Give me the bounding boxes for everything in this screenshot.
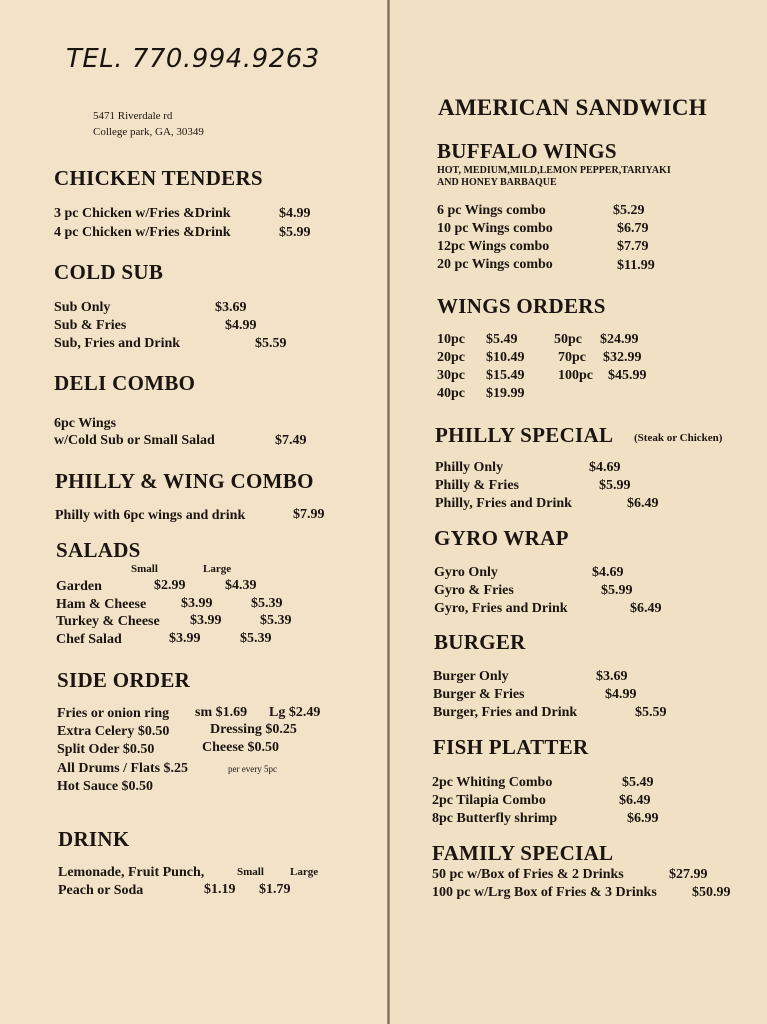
menu-item: All Drums / Flats $.25 xyxy=(57,761,189,776)
menu-item-name: Ham & Cheese xyxy=(56,597,147,612)
menu-item-name: Philly, Fries and Drink xyxy=(435,496,572,511)
menu-item-price-small: $2.99 xyxy=(154,578,186,593)
section-title-side-order: SIDE ORDER xyxy=(57,668,191,692)
section-title-deli-combo: DELI COMBO xyxy=(54,371,196,395)
wings-price: $45.99 xyxy=(608,368,647,383)
wings-count: 40pc xyxy=(437,386,465,401)
wings-count: 70pc xyxy=(558,350,586,365)
menu-item-price-large: $4.39 xyxy=(225,578,257,593)
menu-item-price: $5.99 xyxy=(279,225,311,240)
menu-item-price-small: $3.99 xyxy=(169,631,201,646)
menu-item-price: $3.69 xyxy=(596,669,628,684)
menu-item-price: $4.99 xyxy=(225,318,257,333)
menu-item-name: Turkey & Cheese xyxy=(56,614,160,629)
menu-item-name: Gyro Only xyxy=(434,565,498,580)
wings-price: $5.49 xyxy=(486,332,518,347)
menu-item-name: Philly with 6pc wings and drink xyxy=(55,508,246,523)
menu-item-price: $6.49 xyxy=(627,496,659,511)
menu-item-price: $11.99 xyxy=(617,258,655,273)
column-header-large: Large xyxy=(290,866,319,878)
wings-count: 20pc xyxy=(437,350,465,365)
menu-item-name: Burger & Fries xyxy=(433,687,525,702)
menu-item: Hot Sauce $0.50 xyxy=(57,779,154,794)
menu-item-price: $6.99 xyxy=(627,811,659,826)
menu-item-name: Lemonade, Fruit Punch, xyxy=(58,865,205,880)
flavor-list: HOT, MEDIUM,MILD,LEMON PEPPER,TARIYAKI xyxy=(437,165,671,176)
menu-item: Split Oder $0.50 xyxy=(57,742,155,757)
menu-item-name: Sub & Fries xyxy=(54,318,127,333)
wings-price: $32.99 xyxy=(603,350,642,365)
section-title-wings-orders: WINGS ORDERS xyxy=(437,294,606,318)
phone-number: TEL. 770.994.9263 xyxy=(66,44,320,74)
menu-item-name: Garden xyxy=(56,579,102,594)
wings-count: 10pc xyxy=(437,332,465,347)
menu-item: Extra Celery $0.50 xyxy=(57,724,170,739)
menu-item-price: $3.69 xyxy=(215,300,247,315)
menu-item-name: 3 pc Chicken w/Fries &Drink xyxy=(54,206,231,221)
section-title-cold-sub: COLD SUB xyxy=(54,260,164,284)
menu-item-name: Peach or Soda xyxy=(58,883,144,898)
menu-item-name: 10 pc Wings combo xyxy=(437,221,553,236)
wings-price: $10.49 xyxy=(486,350,525,365)
wings-price: $24.99 xyxy=(600,332,639,347)
menu-item-price: $50.99 xyxy=(692,885,731,900)
menu-item-name: Philly Only xyxy=(435,460,504,475)
menu-item-price: $7.99 xyxy=(293,507,325,522)
menu-item-price: $5.99 xyxy=(601,583,633,598)
section-title-philly-wing-combo: PHILLY & WING COMBO xyxy=(55,469,314,493)
address-line-1: 5471 Riverdale rd xyxy=(93,110,173,122)
menu-item-price: $5.59 xyxy=(635,705,667,720)
menu-item-price: $6.49 xyxy=(619,793,651,808)
wings-price: $19.99 xyxy=(486,386,525,401)
menu-item-price: $5.99 xyxy=(599,478,631,493)
menu-item-name: Gyro & Fries xyxy=(434,583,514,598)
menu-item-price-large: $5.39 xyxy=(251,596,283,611)
wings-count: 100pc xyxy=(558,368,593,383)
menu-item-name: Burger, Fries and Drink xyxy=(433,705,578,720)
menu-item-name: 6pc Wings xyxy=(54,416,117,431)
address-line-2: College park, GA, 30349 xyxy=(93,126,204,138)
menu-item-name: w/Cold Sub or Small Salad xyxy=(54,433,215,448)
menu-item-name: 20 pc Wings combo xyxy=(437,257,553,272)
section-title-salads: SALADS xyxy=(56,538,141,562)
menu-item-name: Sub, Fries and Drink xyxy=(54,336,181,351)
menu-item-name: 50 pc w/Box of Fries & 2 Drinks xyxy=(432,867,624,882)
section-title-burger: BURGER xyxy=(434,630,526,654)
column-header-small: Small xyxy=(237,866,264,878)
menu-item-price: $7.49 xyxy=(275,433,307,448)
menu-item-price-small: $3.99 xyxy=(190,613,222,628)
menu-item-name: Chef Salad xyxy=(56,632,122,647)
menu-item: Dressing $0.25 xyxy=(210,722,297,737)
menu-item-price: $5.29 xyxy=(613,203,645,218)
menu-item-note: per every 5pc xyxy=(228,764,277,774)
menu-item-name: 12pc Wings combo xyxy=(437,239,550,254)
section-title-philly-special: PHILLY SPECIAL xyxy=(435,423,614,447)
menu-item-price: $4.99 xyxy=(605,687,637,702)
wings-count: 50pc xyxy=(554,332,582,347)
column-header-large: Large xyxy=(203,563,232,575)
menu-item-price-small: sm $1.69 xyxy=(195,705,248,720)
menu-item-name: Fries or onion ring xyxy=(57,706,170,721)
menu-item-name: 2pc Whiting Combo xyxy=(432,775,553,790)
menu-item-price-large: $5.39 xyxy=(260,613,292,628)
menu-item-price: $7.79 xyxy=(617,239,649,254)
menu-item-name: 8pc Butterfly shrimp xyxy=(432,811,558,826)
section-title-family-special: FAMILY SPECIAL xyxy=(432,841,614,865)
wings-count: 30pc xyxy=(437,368,465,383)
menu-item-price: $4.69 xyxy=(589,460,621,475)
menu-item-price: $27.99 xyxy=(669,867,708,882)
menu-item-name: Burger Only xyxy=(433,669,509,684)
menu-item-name: Philly & Fries xyxy=(435,478,519,493)
menu-item-name: 2pc Tilapia Combo xyxy=(432,793,546,808)
menu-item-name: Gyro, Fries and Drink xyxy=(434,601,568,616)
page-fold xyxy=(387,0,390,1024)
flavor-list: AND HONEY BARBAQUE xyxy=(437,177,557,188)
section-title-fish-platter: FISH PLATTER xyxy=(433,735,589,759)
menu-item-price-large: Lg $2.49 xyxy=(269,705,321,720)
section-title-chicken-tenders: CHICKEN TENDERS xyxy=(54,166,263,190)
menu-item-price-large: $5.39 xyxy=(240,631,272,646)
menu-item-name: Sub Only xyxy=(54,300,111,315)
menu-item-name: 4 pc Chicken w/Fries &Drink xyxy=(54,225,231,240)
wings-price: $15.49 xyxy=(486,368,525,383)
menu-item-price: $6.49 xyxy=(630,601,662,616)
menu-item-price-large: $1.79 xyxy=(259,882,291,897)
section-note: (Steak or Chicken) xyxy=(634,432,723,444)
menu-item-name: 100 pc w/Lrg Box of Fries & 3 Drinks xyxy=(432,885,657,900)
menu-item: Cheese $0.50 xyxy=(202,740,279,755)
column-header-small: Small xyxy=(131,563,158,575)
menu-item-name: 6 pc Wings combo xyxy=(437,203,546,218)
menu-item-price-small: $3.99 xyxy=(181,596,213,611)
section-title-drink: DRINK xyxy=(58,827,130,851)
menu-item-price: $5.59 xyxy=(255,336,287,351)
menu-item-price: $4.99 xyxy=(279,206,311,221)
menu-item-price: $6.79 xyxy=(617,221,649,236)
section-title-gyro-wrap: GYRO WRAP xyxy=(434,526,569,550)
menu-item-price: $5.49 xyxy=(622,775,654,790)
menu-item-price-small: $1.19 xyxy=(204,882,236,897)
menu-item-price: $4.69 xyxy=(592,565,624,580)
section-title-american-sandwich: AMERICAN SANDWICH xyxy=(438,95,707,120)
section-title-buffalo-wings: BUFFALO WINGS xyxy=(437,139,617,163)
